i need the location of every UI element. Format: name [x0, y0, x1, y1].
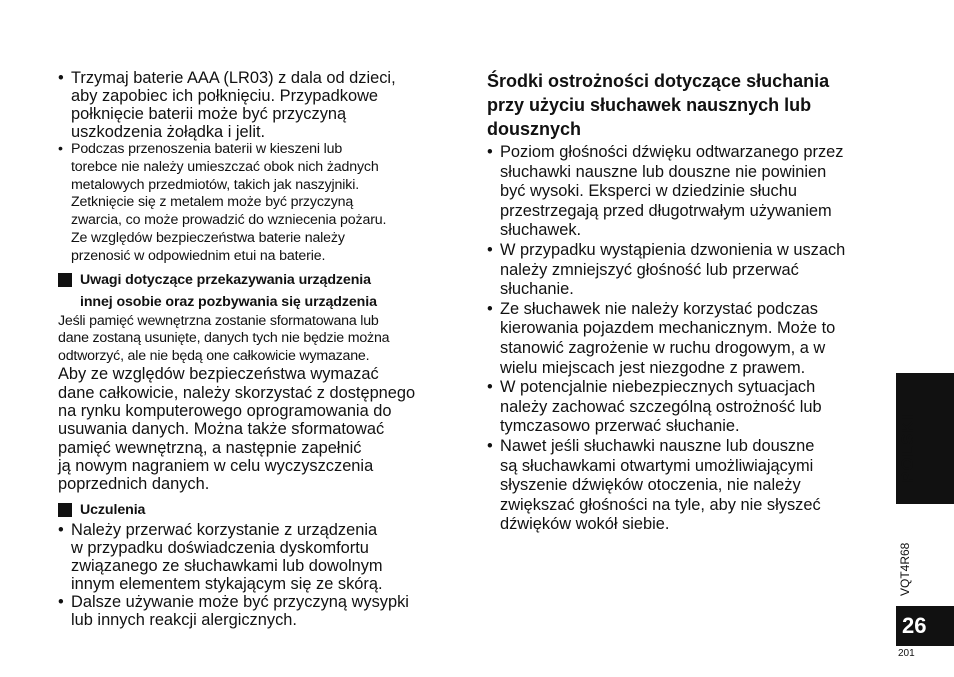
language-label: POLSKI [898, 413, 917, 483]
text-line: uszkodzenia żołądka i jelit. [71, 123, 266, 141]
list-item [487, 241, 887, 300]
list-item [58, 521, 468, 593]
page-number-box [896, 606, 954, 646]
text-line: na rynku komputerowego oprogramowania do [58, 401, 392, 420]
list-item [487, 300, 887, 378]
transfer-section-heading [58, 269, 468, 313]
title-line: dousznych [487, 119, 582, 139]
square-bullet-icon [58, 503, 72, 517]
heading-line: innej osobie oraz pozbywania się urządzenia [80, 293, 377, 310]
text-line: • Dalsze używanie może być przyczyną wysypki [71, 593, 409, 612]
text-line: słyszenie dźwięków otoczenia, nie należy [500, 476, 801, 495]
text-line: pamięć wewnętrzną, a następnie zapełnić [58, 438, 362, 457]
text-line: dane zostaną usunięte, danych tych nie będzie można [58, 330, 390, 347]
page-number: 26 [902, 613, 927, 638]
text-line: Aby ze względów bezpieczeństwa wymazać [58, 365, 379, 384]
text-line: być wysoki. Eksperci w dziedzinie słuchu [500, 182, 797, 201]
text-line: zwiększać głośności na tyle, aby nie słyszeć [500, 495, 821, 514]
text-line: przestrzegają przed długotrwałym używaniem [500, 201, 832, 220]
text-line: połknięcie baterii może być przyczyną [71, 105, 347, 123]
listening-bullet-list [487, 143, 887, 535]
text-line: • Podczas przenoszenia baterii w kieszeni lub [71, 141, 343, 157]
text-line: poprzednich danych. [58, 475, 210, 494]
text-line: • Należy przerwać korzystanie z urządzenia [71, 521, 378, 540]
text-line: metalowych przedmiotów, takich jak naszyjniki. [71, 176, 360, 193]
list-item [58, 141, 468, 266]
heading-line: Uwagi dotyczące przekazywania urządzenia [80, 271, 371, 288]
model-code: VQT4R68 [898, 542, 912, 596]
text-line: • Trzymaj baterie AAA (LR03) z dala od dzieci, [71, 69, 396, 87]
text-line: należy zachować szczególną ostrożność lub [500, 397, 822, 416]
square-bullet-icon [58, 273, 72, 287]
left-column [58, 69, 468, 629]
heading-line: Uczulenia [80, 502, 146, 519]
text-line: usuwania danych. Można także sformatować [58, 420, 385, 439]
text-line: Jeśli pamięć wewnętrzna zostanie sformatowana lub [58, 312, 379, 329]
text-line: torebce nie należy umieszczać obok nich żadnych [71, 158, 379, 175]
text-line: są słuchawkami otwartymi umożliwiającymi [500, 456, 814, 475]
text-line: związanego ze słuchawkami lub dowolnym [71, 557, 383, 576]
allergy-section-heading [58, 499, 468, 521]
transfer-paragraph [58, 365, 468, 493]
transfer-note [58, 313, 468, 366]
text-line: wielu miejscach jest niezgodne z prawem. [500, 358, 806, 377]
text-line: • W przypadku wystąpienia dzwonienia w uszach [500, 240, 846, 259]
list-item [58, 593, 468, 629]
text-line: innym elementem stykającym się ze skórą. [71, 575, 383, 594]
text-line: Ze względów bezpieczeństwa baterie należy [71, 229, 345, 246]
list-item [487, 437, 887, 535]
text-line: • Ze słuchawek nie należy korzystać podczas [500, 299, 818, 318]
text-line: należy zmniejszyć głośność lub przerwać [500, 260, 799, 279]
text-line: kierowania pojazdem mechanicznym. Może to [500, 319, 836, 338]
title-line: przy użyciu słuchawek nausznych lub [487, 95, 812, 115]
page-sub-number: 201 [898, 648, 915, 659]
text-line: zwarcia, co może prowadzić do wzniecenia pożaru. [71, 212, 387, 229]
title-line: Środki ostrożności dotyczące słuchania [487, 71, 830, 91]
text-line: tymczasowo przerwać słuchanie. [500, 417, 740, 436]
text-line: • W potencjalnie niebezpiecznych sytuacjach [500, 378, 816, 397]
text-line: przenosić w odpowiednim etui na baterie. [71, 247, 326, 264]
section-title [487, 69, 887, 141]
text-line: • Poziom głośności dźwięku odtwarzanego przez [500, 143, 844, 161]
list-item [487, 143, 887, 241]
text-line: słuchawek. [500, 221, 582, 240]
text-line: słuchanie. [500, 280, 574, 299]
text-line: dane całkowicie, należy skorzystać z dostępnego [58, 383, 416, 402]
text-line: lub innych reakcji alergicznych. [71, 611, 297, 630]
text-line: odtworzyć, ale nie będą one całkowicie wymazane. [58, 347, 370, 364]
allergy-bullet-list [58, 521, 468, 629]
text-line: stanowić zagrożenie w ruchu drogowym, a w [500, 338, 826, 357]
text-line: dźwięków wokół siebie. [500, 515, 670, 534]
list-item [487, 378, 887, 437]
right-column [487, 69, 887, 535]
text-line: aby zapobiec ich połknięciu. Przypadkowe [71, 87, 379, 105]
list-item [58, 69, 468, 141]
text-line: słuchawki nauszne lub douszne nie powinien [500, 162, 827, 181]
text-line: w przypadku doświadczenia dyskomfortu [71, 539, 369, 558]
battery-bullet-list [58, 69, 468, 266]
text-line: ją nowym nagraniem w celu wyczyszczenia [58, 456, 374, 475]
text-line: Zetknięcie się z metalem może być przyczyną [71, 194, 354, 211]
text-line: • Nawet jeśli słuchawki nauszne lub douszne [500, 436, 815, 455]
